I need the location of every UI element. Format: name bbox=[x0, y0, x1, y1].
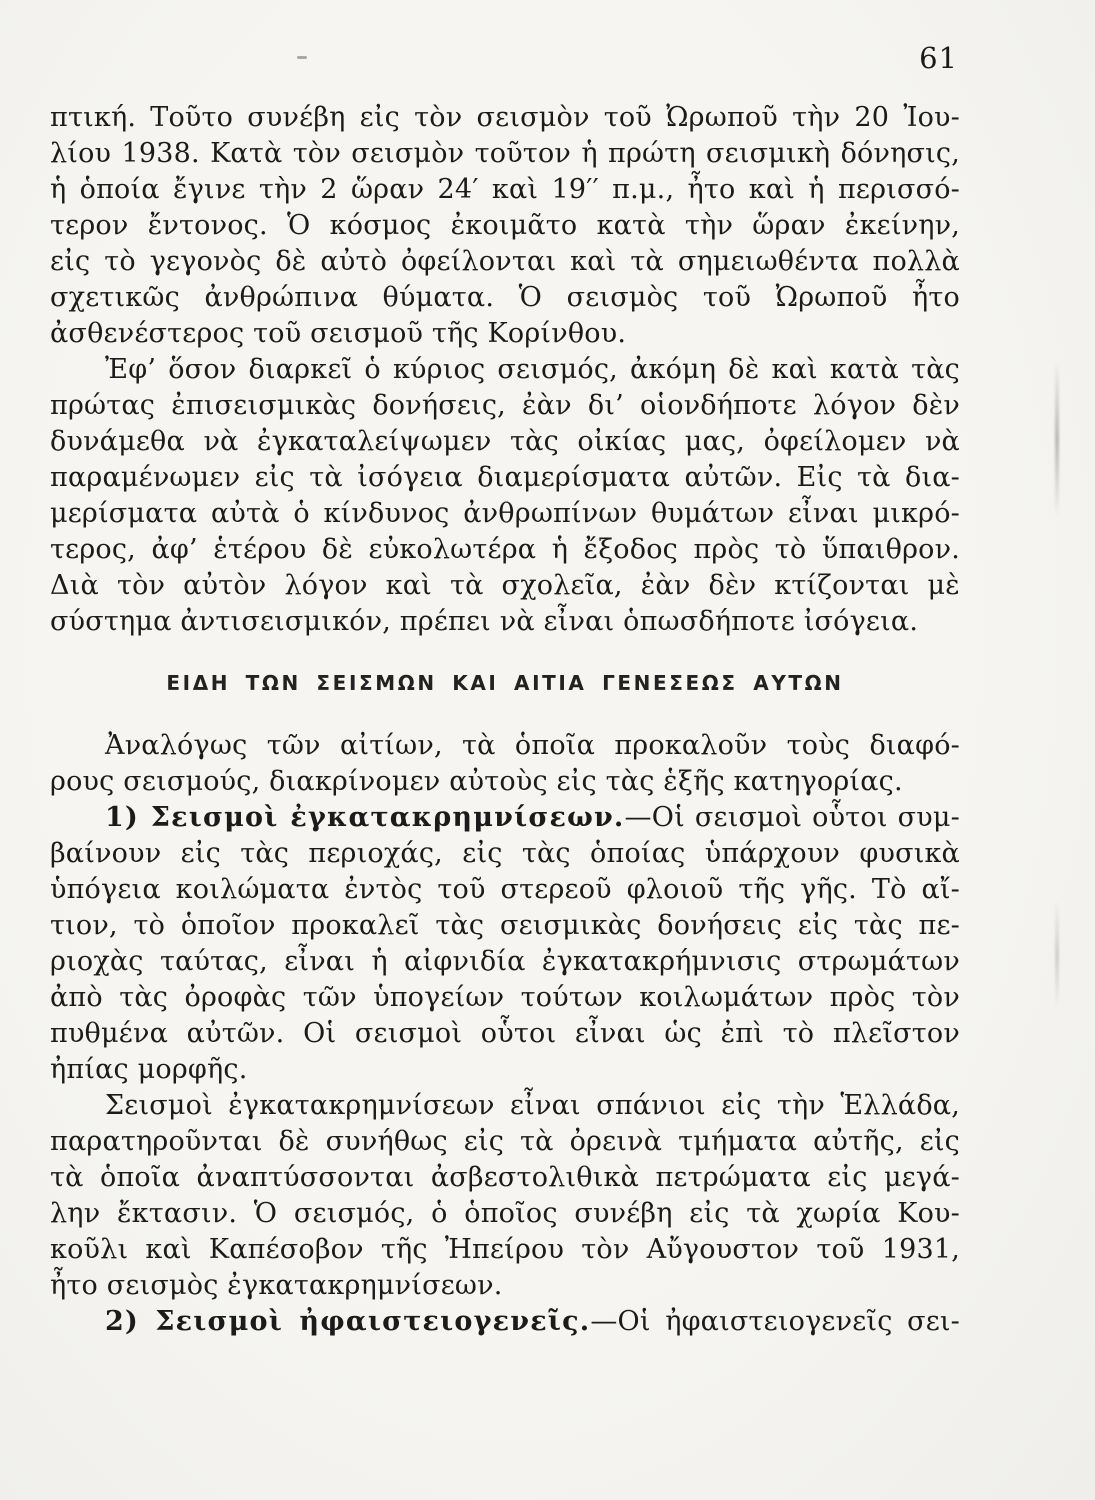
text-line bbox=[50, 1016, 960, 1052]
text-line bbox=[50, 944, 960, 980]
text-line bbox=[50, 1088, 960, 1124]
text-line bbox=[50, 100, 960, 136]
text-line bbox=[50, 1232, 960, 1268]
text-line bbox=[50, 460, 960, 496]
text-run: Διὰ τὸν αὐτὸν λόγον καὶ τὰ σχολεῖα, ἐὰν δὲν κτίζονται μὲ bbox=[50, 570, 960, 601]
text-line bbox=[50, 316, 960, 352]
text-run: εἰς τὸ γεγονὸς δὲ αὐτὸ ὀφείλονται καὶ τὰ σημειωθέντα πολλὰ bbox=[50, 246, 960, 277]
text-line bbox=[50, 728, 960, 764]
text-line bbox=[50, 208, 960, 244]
text-run: κοῦλι καὶ Καπέσοβον τῆς Ἠπείρου τὸν Αὔγουστον τοῦ 1931, bbox=[50, 1234, 960, 1265]
text-run: τερος, ἀφ’ ἑτέρου δὲ εὐκολωτέρα ἡ ἔξοδος πρὸς τὸ ὕπαιθρον. bbox=[50, 534, 960, 565]
text-run: ρους σεισμούς, διακρίνομεν αὐτοὺς εἰς τὰς ἑξῆς κατηγορίας. bbox=[50, 766, 903, 797]
paragraph bbox=[50, 1304, 960, 1340]
page-number: 61 bbox=[919, 41, 958, 75]
text-line bbox=[50, 388, 960, 424]
text-line bbox=[50, 1160, 960, 1196]
text-run: Σεισμοὶ ἐγκατακρημνίσεων εἶναι σπάνιοι εἰς τὴν Ἑλλάδα, bbox=[105, 1090, 960, 1121]
text-run: λην ἔκτασιν. Ὁ σεισμός, ὁ ὁποῖος συνέβη εἰς τὰ χωρία Κου- bbox=[50, 1198, 960, 1229]
text-line bbox=[50, 980, 960, 1016]
text-line bbox=[50, 1052, 960, 1088]
text-line bbox=[50, 800, 960, 836]
paragraph bbox=[50, 728, 960, 800]
text-run: παρατηροῦνται δὲ συνήθως εἰς τὰ ὀρεινὰ τμήματα αὐτῆς, εἰς bbox=[50, 1126, 960, 1157]
text-line bbox=[50, 172, 960, 208]
text-line bbox=[50, 1196, 960, 1232]
text-run: ἡ ὁποία ἔγινε τὴν 2 ὥραν 24′ καὶ 19′′ π.μ., ἦτο καὶ ἡ περισσό- bbox=[50, 174, 960, 205]
text-line bbox=[50, 836, 960, 872]
text-run: Ἐφ’ ὅσον διαρκεῖ ὁ κύριος σεισμός, ἀκόμη δὲ καὶ κατὰ τὰς bbox=[105, 354, 960, 385]
text-run: σύστημα ἀντισεισμικόν, πρέπει νὰ εἶναι ὁπωσδήποτε ἰσόγεια. bbox=[50, 606, 919, 637]
text-line bbox=[50, 1304, 960, 1340]
text-line bbox=[50, 604, 960, 640]
text-run: τερον ἔντονος. Ὁ κόσμος ἐκοιμᾶτο κατὰ τὴν ὥραν ἐκείνην, bbox=[50, 210, 960, 241]
text-run: μερίσματα αὐτὰ ὁ κίνδυνος ἀνθρωπίνων θυμάτων εἶναι μικρό- bbox=[50, 498, 960, 529]
text-line bbox=[50, 136, 960, 172]
text-line bbox=[50, 872, 960, 908]
text-run: ἀσθενέστερος τοῦ σεισμοῦ τῆς Κορίνθου. bbox=[50, 318, 627, 349]
section-heading: ΕΙΔΗ ΤΩΝ ΣΕΙΣΜΩΝ ΚΑΙ ΑΙΤΙΑ ΓΕΝΕΣΕΩΣ ΑΥΤΩΝ bbox=[166, 671, 844, 695]
text-run: τιον, τὸ ὁποῖον προκαλεῖ τὰς σεισμικὰς δονήσεις εἰς τὰς πε- bbox=[50, 910, 960, 941]
bold-run: 2) Σεισμοὶ ἠφαιστειογενεῖς. bbox=[105, 1306, 591, 1337]
scan-artifact-edge-streak bbox=[1055, 362, 1059, 517]
text-line bbox=[50, 568, 960, 604]
text-line bbox=[50, 764, 960, 800]
text-line bbox=[50, 908, 960, 944]
text-line bbox=[50, 1124, 960, 1160]
text-run: —Οἱ σεισμοὶ οὗτοι συμ- bbox=[624, 802, 960, 833]
paragraph bbox=[50, 100, 960, 352]
text-run: πρώτας ἐπισεισμικὰς δονήσεις, ἐὰν δι’ οἱονδήποτε λόγον δὲν bbox=[50, 390, 960, 421]
text-run: παραμένωμεν εἰς τὰ ἰσόγεια διαμερίσματα αὐτῶν. Εἰς τὰ δια- bbox=[50, 462, 960, 493]
text-line bbox=[50, 532, 960, 568]
text-line bbox=[50, 244, 960, 280]
text-run: βαίνουν εἰς τὰς περιοχάς, εἰς τὰς ὁποίας ὑπάρχουν φυσικὰ bbox=[50, 838, 960, 869]
scan-artifact-dash bbox=[297, 56, 307, 59]
text-run: δυνάμεθα νὰ ἐγκαταλείψωμεν τὰς οἰκίας μας, ὀφείλομεν νὰ bbox=[50, 426, 960, 457]
text-run: λίου 1938. Κατὰ τὸν σεισμὸν τοῦτον ἡ πρώτη σεισμικὴ δόνησις, bbox=[50, 138, 960, 169]
paragraph bbox=[50, 352, 960, 640]
text-run: —Οἱ ἠφαιστειογενεῖς σει- bbox=[590, 1306, 960, 1337]
text-line bbox=[50, 352, 960, 388]
text-run: τὰ ὁποῖα ἀναπτύσσονται ἀσβεστολιθικὰ πετρώματα εἰς μεγά- bbox=[50, 1162, 960, 1193]
text-run: ὑπόγεια κοιλώματα ἐντὸς τοῦ στερεοῦ φλοιοῦ τῆς γῆς. Τὸ αἴ- bbox=[50, 874, 960, 905]
text-run: ριοχὰς ταύτας, εἶναι ἡ αἰφνιδία ἐγκατακρήμνισις στρωμάτων bbox=[50, 946, 960, 977]
text-run: Ἀναλόγως τῶν αἰτίων, τὰ ὁποῖα προκαλοῦν τοὺς διαφό- bbox=[105, 730, 960, 761]
bold-run: 1) Σεισμοὶ ἐγκατακρημνίσεων. bbox=[105, 802, 625, 833]
text-line bbox=[50, 1268, 960, 1304]
text-run: ἀπὸ τὰς ὀροφὰς τῶν ὑπογείων τούτων κοιλωμάτων πρὸς τὸν bbox=[50, 982, 960, 1013]
scan-artifact-edge-streak-low bbox=[1055, 900, 1059, 1010]
text-line bbox=[50, 496, 960, 532]
text-run: πυθμένα αὐτῶν. Οἱ σεισμοὶ οὗτοι εἶναι ὡς ἐπὶ τὸ πλεῖστον bbox=[50, 1018, 960, 1049]
text-line bbox=[50, 424, 960, 460]
paragraph bbox=[50, 800, 960, 1088]
text-run: ἦτο σεισμὸς ἐγκατακρημνίσεων. bbox=[50, 1270, 503, 1301]
page-body bbox=[50, 100, 960, 1340]
text-run: σχετικῶς ἀνθρώπινα θύματα. Ὁ σεισμὸς τοῦ Ὠρωποῦ ἦτο bbox=[50, 282, 960, 313]
text-line bbox=[50, 280, 960, 316]
text-run: πτική. Τοῦτο συνέβη εἰς τὸν σεισμὸν τοῦ Ὠρωποῦ τὴν 20 Ἰου- bbox=[50, 102, 960, 133]
paragraph bbox=[50, 1088, 960, 1304]
text-run: ἠπίας μορφῆς. bbox=[50, 1054, 248, 1085]
